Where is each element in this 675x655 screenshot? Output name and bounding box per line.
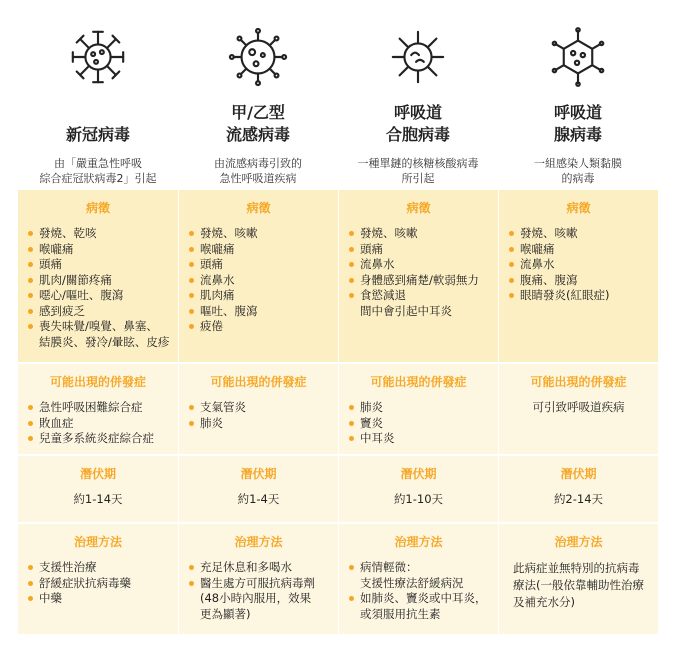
list-item: 急性呼吸困難綜合症 [28,400,172,416]
treatment-text: 此病症並無特別的抗病毒療法(一般依靠輔助性治療及補充水分) [513,561,644,609]
list-item: 頭痛 [189,257,332,273]
list-item: 喉嚨痛 [509,242,652,258]
section-title: 病徵 [246,201,271,215]
list-item: 發燒、咳嗽 [189,226,332,242]
treatment-cell [338,524,498,634]
list-item: 喪失味覺/嗅覺、鼻塞、 結膜炎、發冷/暈眩、皮疹 [28,319,172,350]
section-title: 治理方法 [73,535,122,549]
virus-header-influenza [178,0,338,190]
list-item: 身體感到痛楚/軟弱無力 [349,273,492,289]
list-item: 流鼻水 [349,257,492,273]
treatment-list [24,560,172,607]
incubation-row [18,454,658,522]
list-item: 充足休息和多喝水 [189,560,332,576]
section-title: 潛伏期 [560,467,597,481]
symptoms-list [185,226,332,335]
list-item: 發燒、咳嗽 [349,226,492,242]
list-item: 嘔吐、腹瀉 [189,304,332,320]
list-item: 中耳炎 [349,431,492,447]
symptoms-row [18,190,658,362]
list-item: 肌肉痛 [189,288,332,304]
rsv-virus-icon [387,26,449,88]
complications-text: 可引致呼吸道疾病 [532,400,625,414]
incubation-value: 約2-14天 [553,492,604,506]
virus-description: 由流感病毒引致的 急性呼吸道疾病 [214,157,302,185]
section-title: 可能出現的併發症 [530,375,627,389]
list-item: 發燒、咳嗽 [509,226,652,242]
list-item: 肌肉/關節疼痛 [28,273,172,289]
complications-cell [18,364,178,454]
section-title: 病徵 [406,201,431,215]
treatment-list [185,560,332,622]
section-title: 潛伏期 [79,467,116,481]
symptoms-cell [498,190,658,362]
symptoms-cell [338,190,498,362]
list-item: 頭痛 [28,257,172,273]
list-item: 眼睛發炎(紅眼症) [509,288,652,304]
list-item: 醫生處方可服抗病毒劑 (48小時內服用，效果 更為顯著) [189,576,332,623]
list-item: 流鼻水 [189,273,332,289]
section-title: 可能出現的併發症 [370,375,467,389]
section-title: 治理方法 [234,535,283,549]
section-title: 潛伏期 [400,467,437,481]
list-item: 舒緩症狀抗病毒藥 [28,576,172,592]
virus-header-adenovirus [498,0,658,190]
treatment-row [18,522,658,634]
symptoms-list [24,226,172,350]
virus-header-covid [18,0,178,190]
section-title: 病徵 [85,201,110,215]
incubation-cell [18,456,178,522]
list-item: 肺炎 [189,416,332,432]
complications-list [24,400,172,447]
treatment-cell [18,524,178,634]
virus-comparison-chart [18,0,658,634]
complications-list [185,400,332,431]
virus-name: 新冠病毒 [65,125,130,144]
list-item: 食慾減退 間中會引起中耳炎 [349,288,492,319]
section-title: 治理方法 [554,535,603,549]
incubation-cell [338,456,498,522]
symptoms-cell [18,190,178,362]
list-item: 病情輕微： 支援性療法舒緩病況 [349,560,492,591]
symptoms-list [345,226,492,319]
complications-cell [338,364,498,454]
section-title: 潛伏期 [240,467,277,481]
list-item: 肺炎 [349,400,492,416]
section-title: 病徵 [566,201,591,215]
section-title: 可能出現的併發症 [210,375,307,389]
list-item: 腹痛、腹瀉 [509,273,652,289]
list-item: 感到疲乏 [28,304,172,320]
virus-description: 由「嚴重急性呼吸 綜合症冠狀病毒2」引起 [39,157,157,185]
list-item: 竇炎 [349,416,492,432]
complications-cell [178,364,338,454]
incubation-cell [178,456,338,522]
list-item: 支援性治療 [28,560,172,576]
list-item: 喉嚨痛 [189,242,332,258]
incubation-value: 約1-14天 [73,492,123,506]
complications-row [18,362,658,454]
section-title: 可能出現的併發症 [49,375,146,389]
complications-cell [498,364,658,454]
coronavirus-icon [67,26,129,88]
virus-name: 呼吸道 合胞病毒 [385,103,450,144]
symptoms-list [505,226,652,304]
complications-list [345,400,492,447]
incubation-cell [498,456,658,522]
incubation-value: 約1-4天 [237,492,280,506]
list-item: 如肺炎、竇炎或中耳炎， 或須服用抗生素 [349,591,492,622]
list-item: 敗血症 [28,416,172,432]
adenovirus-icon [547,26,609,88]
virus-name: 呼吸道 腺病毒 [553,103,602,144]
symptoms-cell [178,190,338,362]
incubation-value: 約1-10天 [393,492,444,506]
list-item: 流鼻水 [509,257,652,273]
virus-description: 一組感染人類黏膜 的病毒 [534,157,622,185]
influenza-virus-icon [227,26,289,88]
list-item: 疲倦 [189,319,332,335]
treatment-list [345,560,492,622]
list-item: 中藥 [28,591,172,607]
list-item: 頭痛 [349,242,492,258]
virus-headers [18,0,658,190]
treatment-cell [178,524,338,634]
treatment-cell [498,524,658,634]
list-item: 噁心/嘔吐、腹瀉 [28,288,172,304]
virus-header-rsv [338,0,498,190]
virus-description: 一種單鏈的核糖核酸病毒 所引起 [357,157,479,185]
list-item: 喉嚨痛 [28,242,172,258]
virus-name: 甲/乙型 流感病毒 [225,103,290,144]
list-item: 發燒、乾咳 [28,226,172,242]
section-title: 治理方法 [394,535,443,549]
list-item: 支氣管炎 [189,400,332,416]
list-item: 兒童多系統炎症綜合症 [28,431,172,447]
